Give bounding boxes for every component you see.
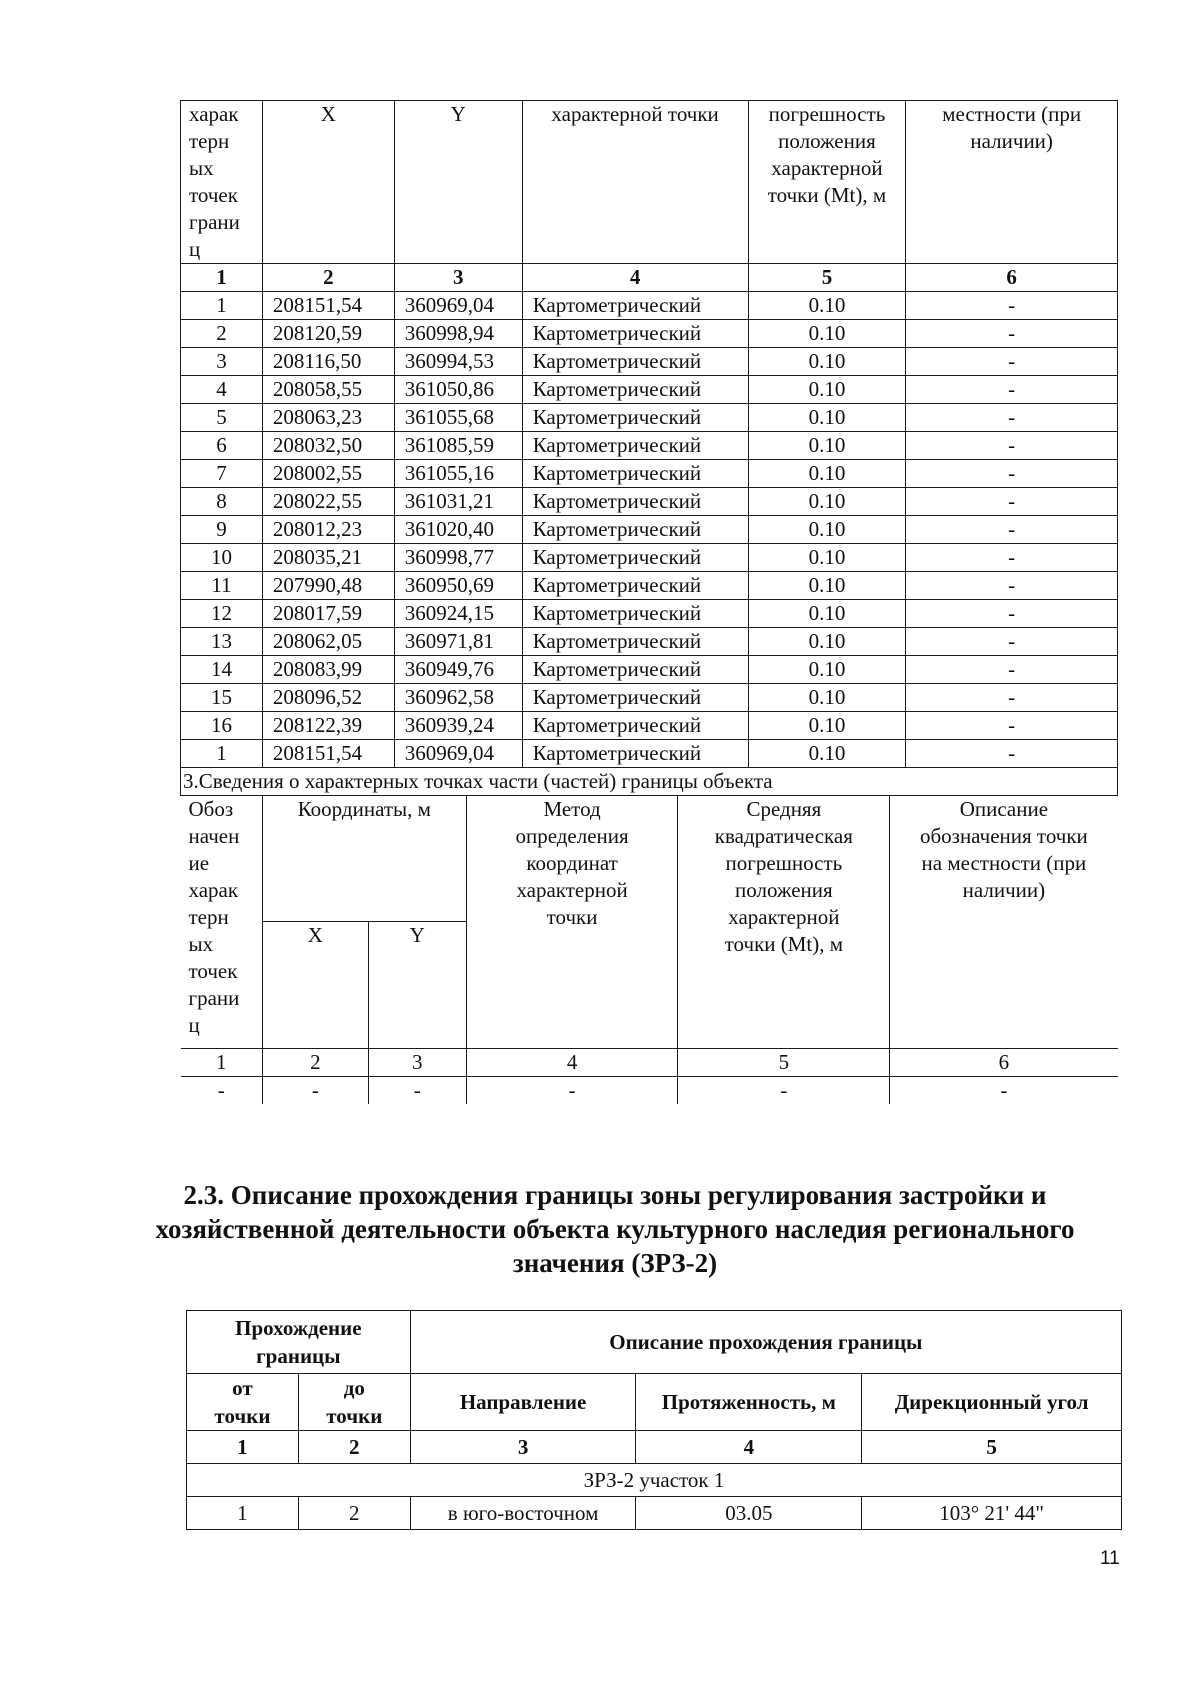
table-row bbox=[181, 544, 1118, 572]
table-cell: Картометрический bbox=[522, 544, 748, 572]
table-row bbox=[187, 1497, 1122, 1530]
section3-row bbox=[181, 796, 1118, 1105]
table-cell: 361085,59 bbox=[394, 432, 522, 460]
table-row bbox=[181, 656, 1118, 684]
table-cell: 0.10 bbox=[748, 376, 906, 404]
header-from: от точки bbox=[187, 1374, 299, 1431]
table-cell: 361050,86 bbox=[394, 376, 522, 404]
table-cell: 360971,81 bbox=[394, 628, 522, 656]
table-cell: 0.10 bbox=[748, 292, 906, 320]
col-number: 6 bbox=[906, 264, 1118, 292]
coordinates-table bbox=[180, 100, 1118, 1104]
header-points: харак терн ых точек грани ц bbox=[181, 101, 263, 264]
column-number-row bbox=[187, 1431, 1122, 1464]
col-number: 1 bbox=[181, 264, 263, 292]
section3-header-error: Средняя квадратическая погрешность положения характерной точки (Mt), м bbox=[678, 796, 890, 1049]
table-cell: Картометрический bbox=[522, 600, 748, 628]
section3-title-row bbox=[181, 768, 1118, 796]
table-cell: 360949,76 bbox=[394, 656, 522, 684]
table-cell: 0.10 bbox=[748, 404, 906, 432]
table-cell: 0.10 bbox=[748, 740, 906, 768]
table-cell: - bbox=[678, 1077, 890, 1105]
table-cell: 10 bbox=[181, 544, 263, 572]
col-number: 6 bbox=[890, 1049, 1118, 1077]
table-row bbox=[181, 348, 1118, 376]
table-cell: - bbox=[181, 1077, 263, 1105]
table-cell: 03.05 bbox=[636, 1497, 862, 1530]
table-cell: Картометрический bbox=[522, 404, 748, 432]
table-cell: 208058,55 bbox=[262, 376, 394, 404]
header-y: Y bbox=[394, 101, 522, 264]
table-cell: 3 bbox=[181, 348, 263, 376]
table-cell: 0.10 bbox=[748, 348, 906, 376]
header-to: до точки bbox=[298, 1374, 410, 1431]
col-number: 4 bbox=[522, 264, 748, 292]
table-cell: 208120,59 bbox=[262, 320, 394, 348]
table-cell: 16 bbox=[181, 712, 263, 740]
boundary-header-row bbox=[187, 1311, 1122, 1374]
table-cell: 5 bbox=[181, 404, 263, 432]
table-row bbox=[181, 740, 1118, 768]
section3-col-number-row bbox=[181, 1049, 1118, 1077]
table-cell: Картометрический bbox=[522, 740, 748, 768]
table-cell: - bbox=[906, 432, 1118, 460]
header-method: характерной точки bbox=[522, 101, 748, 264]
section-title: 2.3. Описание прохождения границы зоны регулирования застройки и хозяйственной деятельности объекта культурного наследия регионального значения (ЗРЗ-2) bbox=[155, 1180, 1075, 1278]
table-cell: 361055,16 bbox=[394, 460, 522, 488]
table-cell: - bbox=[906, 376, 1118, 404]
col-number: 2 bbox=[262, 1049, 368, 1077]
table-cell: - bbox=[906, 320, 1118, 348]
section3-header-y: Y bbox=[368, 921, 466, 1048]
table-cell: Картометрический bbox=[522, 656, 748, 684]
table-cell: - bbox=[262, 1077, 368, 1105]
table-cell: 1 bbox=[181, 740, 263, 768]
table-cell: 360998,77 bbox=[394, 544, 522, 572]
table-cell: Картометрический bbox=[522, 320, 748, 348]
table-cell: в юго-восточном bbox=[410, 1497, 636, 1530]
header-description: Описание прохождения границы bbox=[410, 1311, 1121, 1374]
col-number: 4 bbox=[466, 1049, 678, 1077]
table-cell: 8 bbox=[181, 488, 263, 516]
table-cell: 0.10 bbox=[748, 656, 906, 684]
table-cell: 208035,21 bbox=[262, 544, 394, 572]
col-number: 1 bbox=[181, 1049, 263, 1077]
header-passage: Прохождение границы bbox=[187, 1311, 411, 1374]
table-cell: Картометрический bbox=[522, 292, 748, 320]
table-cell: 360924,15 bbox=[394, 600, 522, 628]
table-cell: 208116,50 bbox=[262, 348, 394, 376]
section3-header-coords: Координаты, м bbox=[262, 796, 466, 921]
table-cell: 9 bbox=[181, 516, 263, 544]
table-cell: 0.10 bbox=[748, 572, 906, 600]
col-number: 2 bbox=[298, 1431, 410, 1464]
table-cell: 6 bbox=[181, 432, 263, 460]
table-cell: 2 bbox=[181, 320, 263, 348]
table-cell: 1 bbox=[181, 292, 263, 320]
table-cell: - bbox=[906, 348, 1118, 376]
table-cell: 360950,69 bbox=[394, 572, 522, 600]
table-cell: Картометрический bbox=[522, 432, 748, 460]
table-cell: 12 bbox=[181, 600, 263, 628]
header-x: X bbox=[262, 101, 394, 264]
table-cell: - bbox=[906, 544, 1118, 572]
table-cell: 0.10 bbox=[748, 320, 906, 348]
table-cell: 14 bbox=[181, 656, 263, 684]
table-cell: 15 bbox=[181, 684, 263, 712]
table-header-row bbox=[181, 101, 1118, 264]
table-cell: 208151,54 bbox=[262, 292, 394, 320]
table-cell: 208083,99 bbox=[262, 656, 394, 684]
table-cell: 208151,54 bbox=[262, 740, 394, 768]
table-cell: 0.10 bbox=[748, 460, 906, 488]
table-cell: Картометрический bbox=[522, 488, 748, 516]
table-cell: 103° 21' 44" bbox=[862, 1497, 1122, 1530]
table-cell: - bbox=[906, 684, 1118, 712]
table-cell: 208096,52 bbox=[262, 684, 394, 712]
table-cell: Картометрический bbox=[522, 348, 748, 376]
table-row bbox=[181, 432, 1118, 460]
table-row bbox=[181, 572, 1118, 600]
table-row bbox=[181, 376, 1118, 404]
table-row bbox=[181, 628, 1118, 656]
table-cell: 7 bbox=[181, 460, 263, 488]
table-cell: - bbox=[906, 740, 1118, 768]
table-cell: 207990,48 bbox=[262, 572, 394, 600]
col-number: 3 bbox=[410, 1431, 636, 1464]
col-number: 3 bbox=[368, 1049, 466, 1077]
table-cell: - bbox=[368, 1077, 466, 1105]
zone-label: ЗРЗ-2 участок 1 bbox=[187, 1464, 1122, 1497]
table-cell: - bbox=[906, 712, 1118, 740]
table-cell: 11 bbox=[181, 572, 263, 600]
table-cell: 0.10 bbox=[748, 600, 906, 628]
table-cell: Картометрический bbox=[522, 572, 748, 600]
table-cell: 4 bbox=[181, 376, 263, 404]
section3-header-description: Описание обозначения точки на местности (при наличии) bbox=[890, 796, 1118, 1049]
table-cell: Картометрический bbox=[522, 684, 748, 712]
header-direction: Направление bbox=[410, 1374, 636, 1431]
boundary-table bbox=[186, 1310, 1122, 1530]
table-row bbox=[181, 712, 1118, 740]
section3-title: 3.Сведения о характерных точках части (частей) границы объекта bbox=[181, 768, 1118, 796]
table-cell: 208012,23 bbox=[262, 516, 394, 544]
table-cell: 0.10 bbox=[748, 516, 906, 544]
table-cell: 208022,55 bbox=[262, 488, 394, 516]
table-cell: - bbox=[906, 600, 1118, 628]
col-number: 5 bbox=[862, 1431, 1122, 1464]
table-cell: 208002,55 bbox=[262, 460, 394, 488]
header-error: погрешность положения характерной точки (Mt), м bbox=[748, 101, 906, 264]
table-cell: - bbox=[906, 488, 1118, 516]
table-cell: 361020,40 bbox=[394, 516, 522, 544]
col-number: 3 bbox=[394, 264, 522, 292]
table-cell: Картометрический bbox=[522, 376, 748, 404]
section3-header-x: X bbox=[262, 921, 368, 1048]
page-number: 11 bbox=[1100, 1548, 1120, 1569]
table-cell: 13 bbox=[181, 628, 263, 656]
table-cell: 360994,53 bbox=[394, 348, 522, 376]
column-number-row bbox=[181, 264, 1118, 292]
header-angle: Дирекционный угол bbox=[862, 1374, 1122, 1431]
header-length: Протяженность, м bbox=[636, 1374, 862, 1431]
table-cell: 2 bbox=[298, 1497, 410, 1530]
table-cell: 361055,68 bbox=[394, 404, 522, 432]
table-cell: 208063,23 bbox=[262, 404, 394, 432]
col-number: 2 bbox=[262, 264, 394, 292]
table-row bbox=[181, 292, 1118, 320]
table-cell: 208062,05 bbox=[262, 628, 394, 656]
table-cell: - bbox=[466, 1077, 678, 1105]
table-cell: 0.10 bbox=[748, 544, 906, 572]
table-cell: 0.10 bbox=[748, 488, 906, 516]
table-cell: 360962,58 bbox=[394, 684, 522, 712]
table-row bbox=[181, 516, 1118, 544]
table-cell: 361031,21 bbox=[394, 488, 522, 516]
table-cell: 0.10 bbox=[748, 628, 906, 656]
table-row bbox=[181, 488, 1118, 516]
section3-table bbox=[181, 796, 1118, 1104]
col-number: 4 bbox=[636, 1431, 862, 1464]
zone-label-row bbox=[187, 1464, 1122, 1497]
table-row bbox=[181, 460, 1118, 488]
section3-header-method: Метод определения координат характерной точки bbox=[466, 796, 678, 1049]
table-cell: - bbox=[906, 460, 1118, 488]
table-cell: 360998,94 bbox=[394, 320, 522, 348]
section3-empty-row bbox=[181, 1077, 1118, 1105]
table-cell: 208017,59 bbox=[262, 600, 394, 628]
table-row bbox=[181, 684, 1118, 712]
table-cell: 1 bbox=[187, 1497, 299, 1530]
table-row bbox=[181, 600, 1118, 628]
table-cell: 208122,39 bbox=[262, 712, 394, 740]
table-cell: - bbox=[906, 572, 1118, 600]
table-cell: - bbox=[906, 404, 1118, 432]
table-cell: Картометрический bbox=[522, 460, 748, 488]
table-row bbox=[181, 404, 1118, 432]
table-cell: - bbox=[906, 656, 1118, 684]
section3-header-designation: Обоз начен ие харак терн ых точек грани ц bbox=[181, 796, 263, 1049]
table-cell: - bbox=[906, 516, 1118, 544]
table-cell: 0.10 bbox=[748, 432, 906, 460]
table-cell: 360969,04 bbox=[394, 292, 522, 320]
table-row bbox=[181, 320, 1118, 348]
section3-header-row bbox=[181, 796, 1118, 921]
table-cell: - bbox=[890, 1077, 1118, 1105]
table-cell: - bbox=[906, 628, 1118, 656]
header-description: местности (при наличии) bbox=[906, 101, 1118, 264]
table-cell: 360969,04 bbox=[394, 740, 522, 768]
table-cell: 208032,50 bbox=[262, 432, 394, 460]
table-cell: 360939,24 bbox=[394, 712, 522, 740]
table-cell: - bbox=[906, 292, 1118, 320]
table-cell: 0.10 bbox=[748, 712, 906, 740]
table-cell: Картометрический bbox=[522, 712, 748, 740]
col-number: 1 bbox=[187, 1431, 299, 1464]
table-cell: 0.10 bbox=[748, 684, 906, 712]
col-number: 5 bbox=[748, 264, 906, 292]
table-cell: Картометрический bbox=[522, 516, 748, 544]
table-cell: Картометрический bbox=[522, 628, 748, 656]
col-number: 5 bbox=[678, 1049, 890, 1077]
